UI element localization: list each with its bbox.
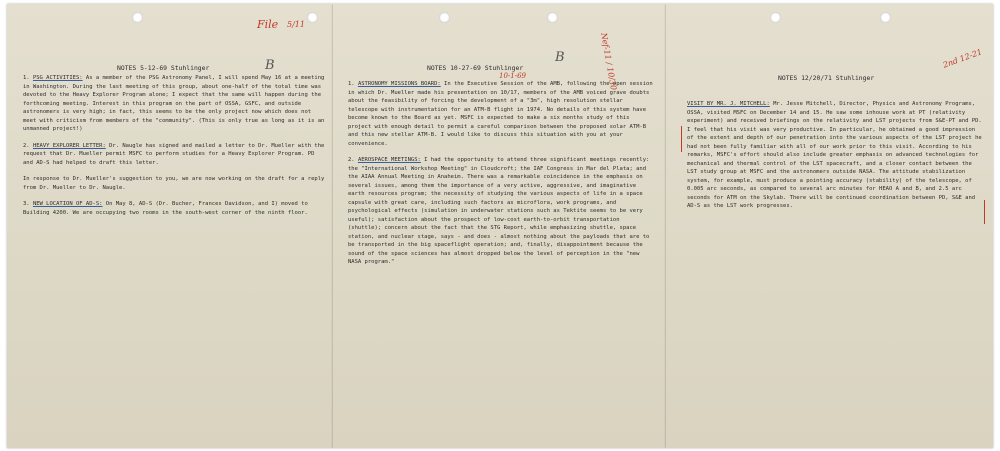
- paragraph-heading: VISIT BY MR. J. MITCHELL:: [687, 101, 770, 107]
- paragraph-heading: NEW LOCATION OF AD-S:: [32, 201, 103, 207]
- paragraph-heading: ASTRONOMY MISSIONS BOARD:: [357, 81, 441, 87]
- paragraph-heading: AEROSPACE MEETINGS:: [357, 157, 421, 163]
- paragraph: 2. AEROSPACE MEETINGS: I had the opportunity to attend three significant meetings recently: the "International Workshop Meeting" in Cloudcroft; the IAF Congress in Mar del Plata; and the AIAA Annual Meeting in Anaheim. There was a remarkable coincidence in the emphasis on several issues, among them the importance of a very active, aggressive, and imaginative earth resources program; the necessity of studying the various aspects of life in a space capsule with great care, including such factors as microflora, work programs, and psychological effects (simulation in underwater stations such as Tektite seems to be very useful); satisfaction about the prospect of low-cost earth-to-orbit transportation (shuttle); concern about the fact that the STG Report, while emphasizing shuttle, space station, and nuclear stage, says - and does - almost nothing about the payloads that are to be transported in the big spaceflight operation; and, finally, disappointment because the sound of the space sciences has almost dropped below the level of perception in the "new NASA program.": [348, 157, 650, 265]
- paragraph: 1. PSG ACTIVITIES: As a member of the PSG Astronomy Panel, I will spend May 16 at a meeting in Washington. During the last meeting of this group, about one-half of the total time was devoted to the Heavy Explorer Program alone; I expect that the same will happen during the forthcoming meeting. Interest in this program on the part of OSSA, GSFC, and outside astronomers is very high; in fact, this seems to be the only project now which does not meet with criticism from members of the "community". (This is only true as long as it is an unmanned project!): [23, 75, 325, 132]
- paragraph-heading: HEAVY EXPLORER LETTER:: [32, 142, 106, 149]
- handwritten-note: Nef-11 / 10/30: [599, 32, 619, 91]
- paragraph: 2. HEAVY EXPLORER LETTER: Dr. Naugle has signed and mailed a letter to Dr. Mueller with the request that Dr. Mueller permit MSFC to perform studies for a Heavy Explorer Program. PD and AD-S had helped to draft this letter.: [23, 142, 325, 166]
- paragraph-text: In the Executive Session of the AMB, following the open session in which Dr. Mueller made his presentation on 10/17, members of the AMB voiced grave doubts about the feasibility of forcing the development of a "3m", high resolution stellar telescope with instrumentation for an ATM-B flight in 1974. No details of this system have become known to the Board as yet. MSFC is expected to make a six months study of this project with enough detail to permit a careful comparison between the proposed solar ATM-B and this new stellar ATM-B. I would like to discuss this situation with you at your convenience.: [348, 81, 653, 147]
- paragraph-text: I had the opportunity to attend three significant meetings recently: the "International Workshop Meeting" in Cloudcroft; the IAF Congress in Mar del Plata; and the AIAA Annual Meeting in Anaheim. There was a remarkable coincidence in the emphasis on several issues, among them the importance of a very active, aggressive, and imaginative earth resources program; the necessity of studying the various aspects of life in a space capsule with great care, including such factors as microflora, work programs, and psychological effects (simulation in underwater stations such as Tektite seems to be very useful); satisfaction about the prospect of low-cost earth-to-orbit transportation (shuttle); concern about the fact that the STG Report, while emphasizing shuttle, space station, and nuclear stage, says - and does - almost nothing about the payloads that are to be transported in the big spaceflight operation; and, finally, disappointment because the sound of the space sciences has almost dropped below the level of perception in the "new NASA program.": [348, 157, 650, 265]
- paragraph-text: In response to Dr. Mueller's suggestion to you, we are now working on the draft for a reply from Dr. Mueller to Dr. Naugle.: [23, 176, 325, 191]
- paragraph-heading: PSG ACTIVITIES:: [32, 75, 83, 81]
- handwritten-note: 2nd 12-21: [941, 47, 984, 70]
- document-page-2: [333, 4, 666, 448]
- notes-body: [687, 100, 983, 219]
- punch-hole: [880, 12, 891, 23]
- handwritten-date: 5/11: [287, 20, 305, 29]
- margin-mark: [984, 200, 985, 224]
- punch-hole: [439, 12, 450, 23]
- notes-body: [348, 80, 653, 275]
- punch-hole: [132, 12, 143, 23]
- paragraph-text: On May 8, AD-S (Dr. Bucher, Frances Davidson, and I) moved to Building 4200. We are occupying two rooms in the south-west corner of the ninth floor.: [23, 201, 308, 216]
- punch-hole: [547, 12, 558, 23]
- paragraph: [23, 175, 327, 192]
- paragraph: [687, 100, 983, 211]
- margin-mark: [681, 126, 682, 152]
- document-page-3: [666, 4, 993, 448]
- notes-body: [23, 74, 327, 225]
- paragraph: 1. ASTRONOMY MISSIONS BOARD: In the Executive Session of the AMB, following the open session in which Dr. Mueller made his presentation on 10/17, members of the AMB voiced grave doubts about the feasibility of forcing the development of a "3m", high resolution stellar telescope with instrumentation for an ATM-B flight in 1974. No details of this system have become known to the Board as yet. MSFC is expected to make a six months study of this project with enough detail to permit a careful comparison between the proposed solar ATM-B and this new stellar ATM-B. I would like to discuss this situation with you at your convenience.: [348, 81, 653, 147]
- handwritten-date: 10-1-69: [499, 72, 526, 80]
- handwritten-file-note: File: [257, 18, 279, 31]
- paragraph-text: Mr. Jesse Mitchell, Director, Physics and Astronomy Programs, OSSA, visited MSFC on December 14 and 15. He saw some inhouse work at PT (relativity experiment) and received briefings on the relativity and LST projects from S&E-PT and PD. I feel that his visit was very productive. In particular, he obtained a good impression of the extent and depth of our penetration into the various aspects of the LST project he had not been fully familiar with all of our work prior to this visit. According to his remarks, MSFC's effort should also include greater emphasis on advanced technologies for mechanical and thermal control of the LST spacecraft, and a closer contact between the LST study group at MSFC and the astronomers outside NASA. The attitude stabilization system, for example, must produce a pointing accuracy (stability) of the telescope, of 0.005 arc seconds, as compared to several arc minutes for HEAO A and B, and 2.5 arc seconds for ATM on the Skylab. There will be continued coordination between PD, S&E and AD-S as the LST work progresses.: [687, 101, 982, 209]
- paragraph: 3. NEW LOCATION OF AD-S: On May 8, AD-S (Dr. Bucher, Frances Davidson, and I) moved to Building 4200. We are occupying two rooms in the south-west corner of the ninth floor.: [23, 201, 308, 216]
- paragraph-text: As a member of the PSG Astronomy Panel, I will spend May 16 at a meeting in Washington. During the last meeting of this group, about one-half of the total time was devoted to the Heavy Explorer Program alone; I expect that the same will happen during the forthcoming meeting. Interest in this program on the part of OSSA, GSFC, and outside astronomers is very high; in fact, this seems to be the only project now which does not meet with criticism from members of the "community". (This is only true as long as it is an unmanned project!): [23, 75, 325, 132]
- page-header: NOTES 5-12-69 Stuhlinger: [117, 64, 210, 72]
- page-header: NOTES 10-27-69 Stuhlinger: [427, 64, 524, 72]
- punch-hole: [307, 12, 318, 23]
- document-page-1: [7, 4, 333, 448]
- page-header: NOTES 12/20/71 Stuhlinger: [778, 74, 875, 82]
- punch-hole: [770, 12, 781, 23]
- handwritten-initial: B: [265, 58, 275, 73]
- paragraph-text: Dr. Naugle has signed and mailed a letter to Dr. Mueller with the request that Dr. Mueller permit MSFC to perform studies for a Heavy Explorer Program. PD and AD-S had helped to draft this letter.: [23, 142, 325, 166]
- handwritten-initial: B: [555, 50, 565, 65]
